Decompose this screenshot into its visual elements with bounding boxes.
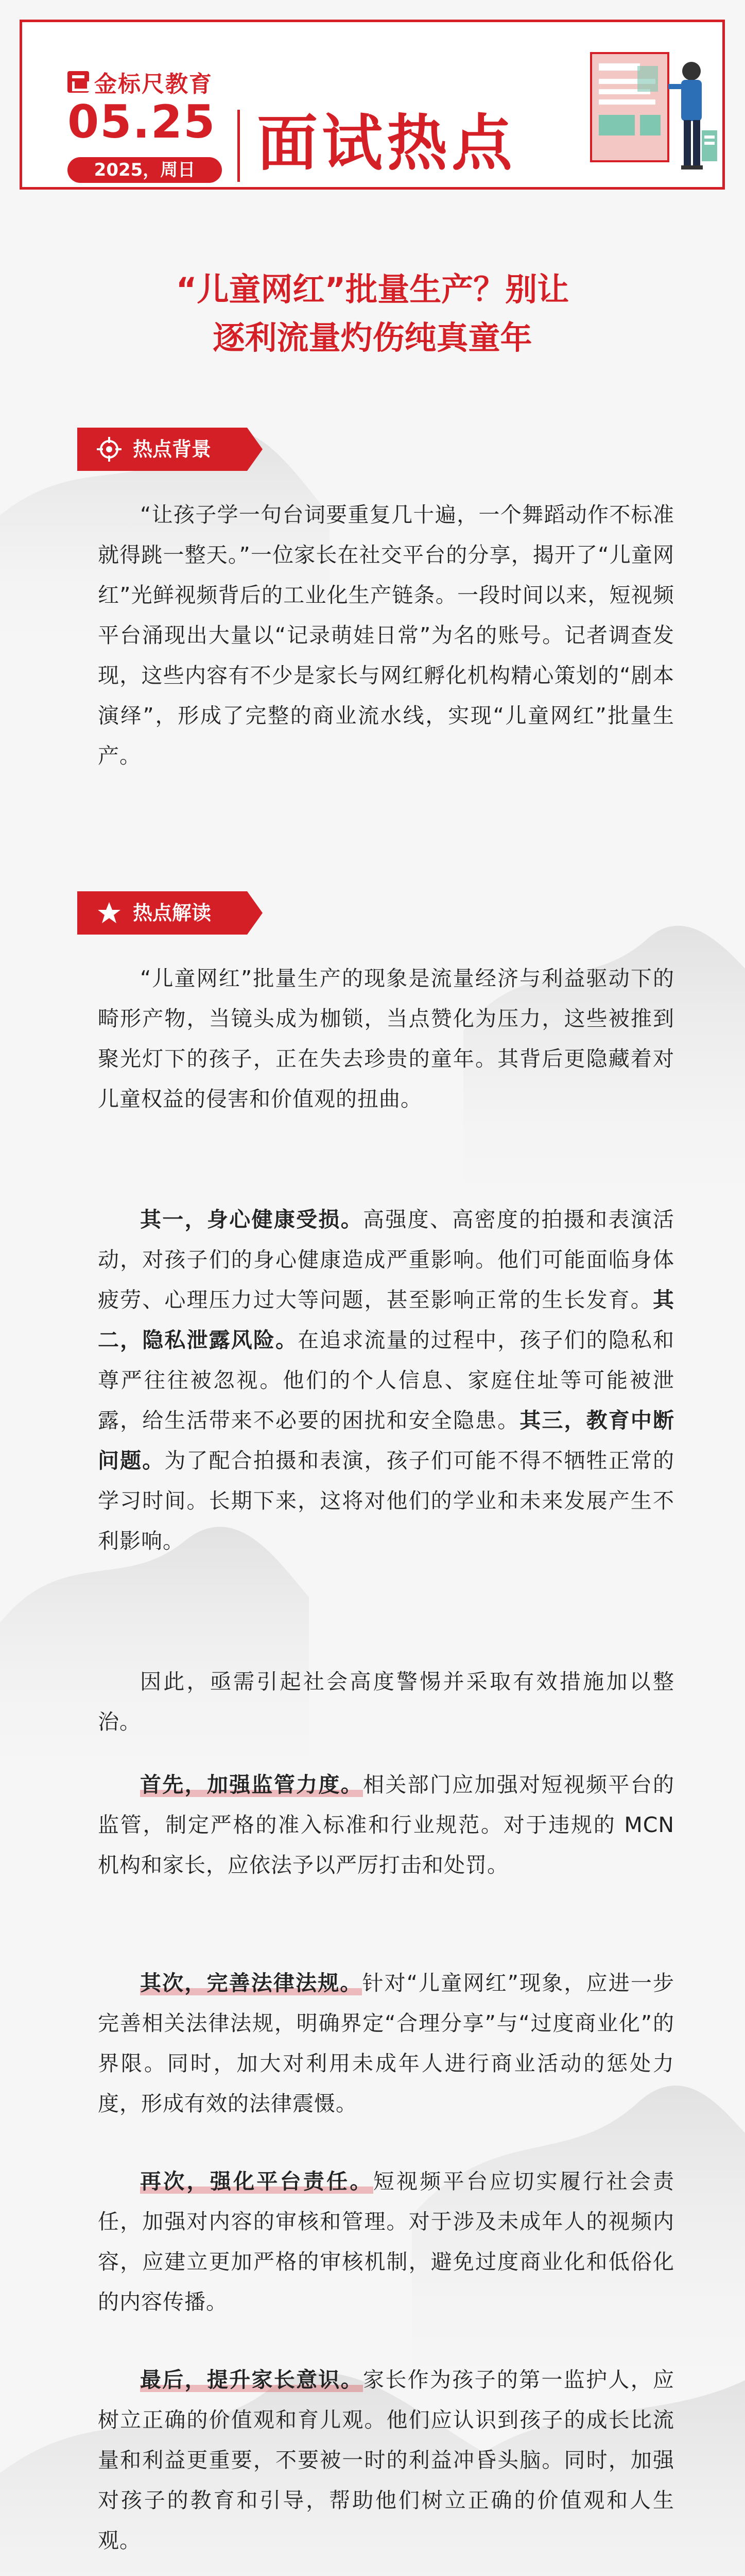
measure-2-paragraph: [98, 1963, 674, 2124]
measure-2-text: [98, 1963, 674, 2124]
measure-1-paragraph: [98, 1765, 674, 1885]
measure-4-text: [98, 2360, 674, 2561]
article-title: [0, 265, 745, 362]
brand-name: 金标尺教育: [94, 71, 213, 97]
measure-3-body: 短视频平台应切实履行社会责任，加强对内容的审核和管理。对于涉及未成年人的视频内容，应建立更加严格的审核机制，避免过度商业化和低俗化的内容传播。: [98, 2169, 675, 2314]
impact-1-text: 高强度、高密度的拍摄和表演活动，对孩子们的身心健康造成严重影响。他们可能面临身体疲劳、心理压力过大等问题，甚至影响正常的生长发育。: [98, 1207, 675, 1312]
star-icon: [97, 901, 122, 925]
measure-3-heading: 再次，强化平台责任。: [140, 2169, 373, 2194]
impacts-paragraph: [98, 1199, 674, 1561]
presenter-illustration-icon: [581, 48, 725, 187]
impact-2-heading: 其二，隐私泄露风险。: [98, 1287, 674, 1352]
impact-3-text: 为了配合拍摄和表演，孩子们可能不得不牺牲正常的学习时间。长期下来，这将对他们的学业和未来发展产生不利影响。: [98, 1448, 675, 1553]
article-title-line2: 逐利流量灼伤纯真童年: [213, 319, 532, 357]
brand: [67, 65, 213, 98]
section-label: 热点解读: [133, 902, 212, 924]
background-paragraph: [98, 495, 674, 776]
measure-1-body: 相关部门应加强对短视频平台的监管，制定严格的准入标准和行业规范。对于违规的 MCN 机构和家长，应依法予以严厉打击和处罚。: [98, 1772, 675, 1877]
impact-3-heading: 其三，教育中断问题。: [98, 1408, 675, 1473]
impacts-text: [98, 1199, 674, 1561]
issue-date: 05.25: [67, 95, 216, 148]
article-title-line1: “儿童网红”批量生产？别让: [176, 270, 569, 308]
measure-3-paragraph: [98, 2161, 674, 2322]
target-icon: [97, 437, 122, 462]
background-text: “让孩子学一句台词要重复几十遍，一个舞蹈动作不标准就得跳一整天。”一位家长在社交平台的分享，揭开了“儿童网红”光鲜视频背后的工业化生产链条。一段时间以来，短视频平台涌现出大量以“记录萌娃日常”为名的账号。记者调查发现，这些内容有不少是家长与网红孵化机构精心策划的“剧本演绎”，形成了完整的商业流水线，实现“儿童网红”批量生产。: [98, 502, 674, 768]
section-label: 热点背景: [133, 438, 212, 461]
measure-4-heading: 最后，提升家长意识。: [140, 2367, 363, 2392]
measure-2-heading: 其次，完善法律法规。: [140, 1971, 362, 1995]
measure-2-body: 针对“儿童网红”现象，应进一步完善相关法律法规，明确界定“合理分享”与“过度商业化”的界限。同时，加大对利用未成年人进行商业活动的惩处力度，形成有效的法律震慑。: [98, 1971, 674, 2116]
issue-year-weekday: 2025，周日: [67, 157, 222, 183]
therefore-paragraph: [98, 1662, 674, 1742]
header-banner: [20, 20, 725, 190]
impact-2-text: 在追求流量的过程中，孩子们的隐私和尊严往往被忽视。他们的个人信息、家庭住址等可能被泄露，给生活带来不必要的困扰和安全隐患。: [98, 1328, 675, 1433]
measure-4-body: 家长作为孩子的第一监护人，应树立正确的价值观和育儿观。他们应认识到孩子的成长比流量和利益更重要，不要被一时的利益冲昏头脑。同时，加强对孩子的教育和引导，帮助他们树立正确的价值观和人生观。: [98, 2367, 675, 2553]
brand-logo-icon: [67, 71, 89, 93]
header-title: 面试热点: [257, 108, 517, 179]
measure-1-heading: 首先，加强监管力度。: [140, 1772, 363, 1797]
section-tag-background: [77, 428, 263, 471]
measure-4-paragraph: [98, 2360, 674, 2561]
measure-3-text: [98, 2161, 674, 2322]
section-tag-analysis: [77, 891, 263, 935]
measure-1-text: [98, 1765, 674, 1885]
therefore-text: 因此，亟需引起社会高度警惕并采取有效措施加以整治。: [98, 1669, 674, 1734]
intro-text: “儿童网红”批量生产的现象是流量经济与利益驱动下的畸形产物，当镜头成为枷锁，当点赞化为压力，这些被推到聚光灯下的孩子，正在失去珍贵的童年。其背后更隐藏着对儿童权益的侵害和价值观的扭曲。: [98, 966, 674, 1111]
intro-paragraph: [98, 958, 674, 1119]
header-divider: [237, 110, 240, 182]
impact-1-heading: 其一，身心健康受损。: [140, 1207, 363, 1232]
